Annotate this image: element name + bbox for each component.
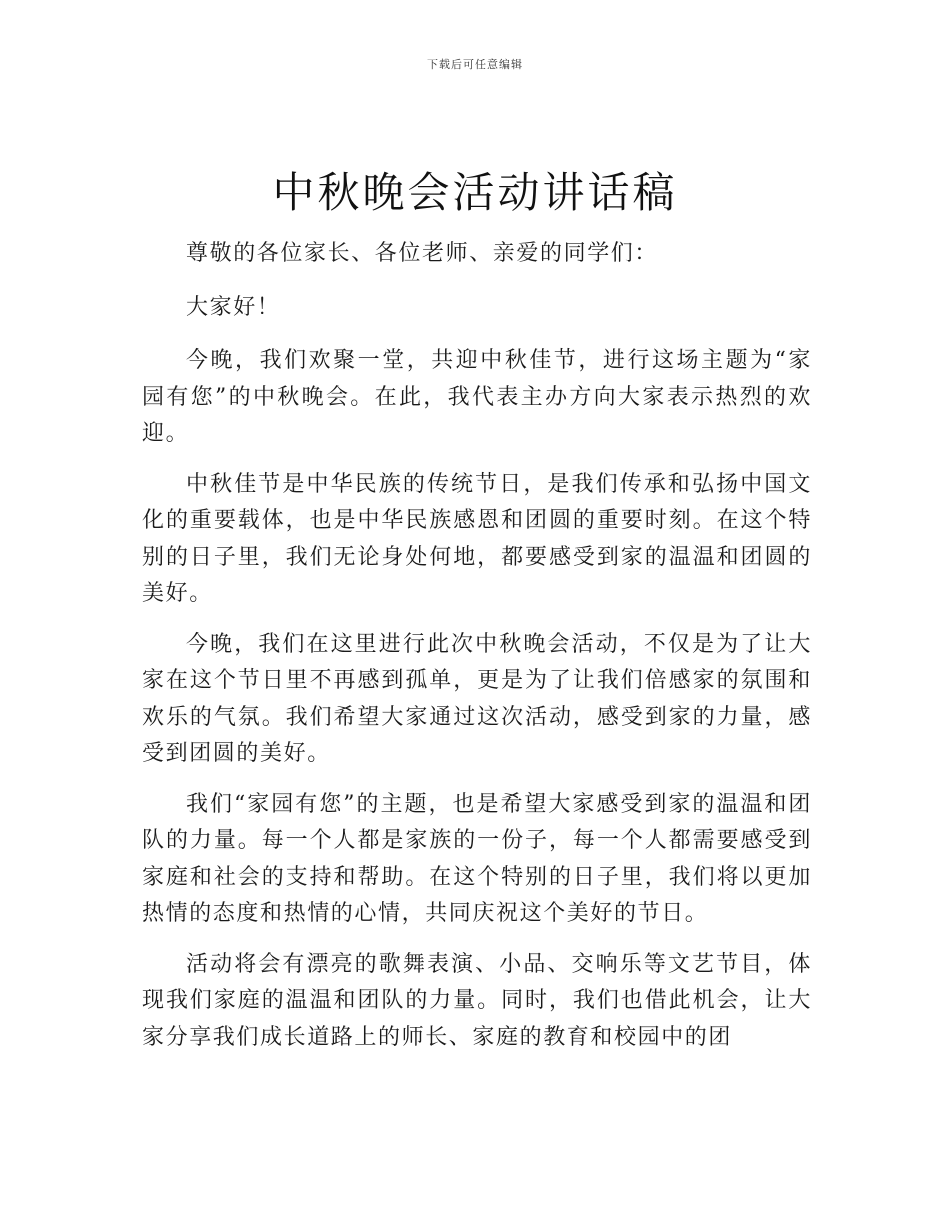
paragraph: 今晚，我们在这里进行此次中秋晚会活动，不仅是为了让大家在这个节日里不再感到孤单，更是为了让我们倍感家的氛围和欢乐的气氛。我们希望大家通过这次活动，感受到家的力量，感受到团圆的美好。: [142, 631, 812, 766]
paragraph: 我们“家园有您”的主题，也是希望大家感受到家的温温和团队的力量。每一个人都是家族的一份子，每一个人都需要感受到家庭和社会的支持和帮助。在这个特别的日子里，我们将以更加热情的态度和热情的心情，共同庆祝这个美好的节日。: [142, 791, 812, 926]
header-note: 下载后可任意编辑: [427, 58, 523, 71]
document-body: [142, 236, 812, 1070]
salutation: 尊敬的各位家长、各位老师、亲爱的同学们：: [186, 241, 659, 266]
paragraph: 中秋佳节是中华民族的传统节日，是我们传承和弘扬中国文化的重要载体，也是中华民族感恩和团圆的重要时刻。在这个特别的日子里，我们无论身处何地，都要感受到家的温温和团圆的美好。: [142, 471, 812, 606]
paragraph: 今晚，我们欢聚一堂，共迎中秋佳节，进行这场主题为“家园有您”的中秋晚会。在此，我代表主办方向大家表示热烈的欢迎。: [142, 348, 812, 446]
greeting: 大家好！: [186, 294, 281, 320]
document-title: 中秋晚会活动讲话稿: [272, 168, 678, 217]
paragraph: 活动将会有漂亮的歌舞表演、小品、交响乐等文艺节目，体现我们家庭的温温和团队的力量。同时，我们也借此机会，让大家分享我们成长道路上的师长、家庭的教育和校园中的团: [142, 951, 812, 1050]
